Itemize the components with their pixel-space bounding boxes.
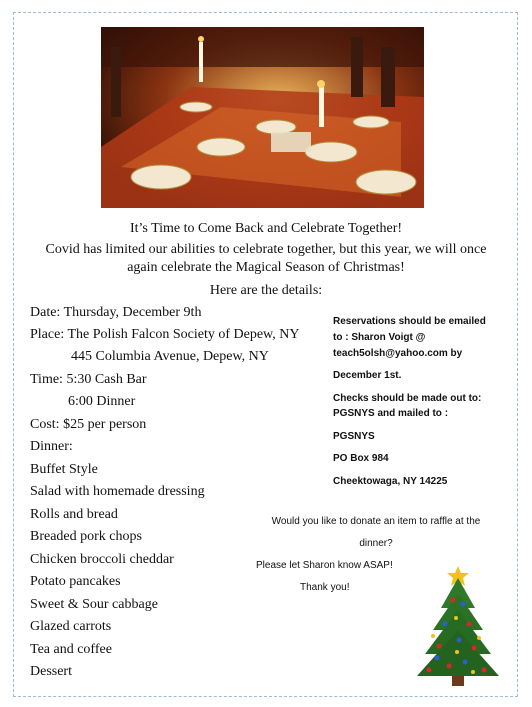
- mailing-city: Cheektowaga, NY 14225: [333, 476, 448, 487]
- event-cost: Cost: $25 per person: [30, 417, 147, 432]
- reservation-line: to : Sharon Voigt @: [333, 332, 426, 343]
- mailing-name: PGSNYS: [333, 431, 375, 442]
- menu-item: Glazed carrots: [30, 619, 112, 634]
- checks-line: PGSNYS and mailed to :: [333, 408, 449, 419]
- details-heading: Here are the details:: [209, 283, 323, 298]
- dinner-label: Dinner:: [30, 439, 73, 454]
- menu-item: Salad with homemade dressing: [30, 484, 205, 499]
- menu-item: Buffet Style: [30, 462, 98, 477]
- event-time-bar: Time: 5:30 Cash Bar: [30, 372, 147, 387]
- raffle-question-end: dinner?: [359, 538, 393, 549]
- reservation-line: Reservations should be emailed: [333, 316, 486, 327]
- event-time-dinner: 6:00 Dinner: [68, 394, 136, 409]
- menu-item: Rolls and bread: [30, 507, 118, 522]
- checks-line: Checks should be made out to:: [333, 393, 482, 404]
- event-heading: It’s Time to Come Back and Celebrate Together!: [129, 221, 403, 236]
- intro-line-1: Covid has limited our abilities to celebrate together, but this year, we will once: [45, 242, 487, 257]
- event-address: 445 Columbia Avenue, Depew, NY: [71, 349, 269, 364]
- reservation-email: teach5olsh@yahoo.com by: [333, 348, 463, 359]
- raffle-request: Please let Sharon know ASAP!: [256, 560, 393, 571]
- raffle-question: Would you like to donate an item to raffle at the: [271, 516, 481, 527]
- intro-line-2: again celebrate the Magical Season of Christmas!: [127, 260, 405, 275]
- dinner-table-photo: [101, 27, 424, 208]
- menu-item: Dessert: [30, 664, 72, 679]
- menu-item: Chicken broccoli cheddar: [30, 552, 174, 567]
- mailing-po-box: PO Box 984: [333, 453, 389, 464]
- menu-item: Potato pancakes: [30, 574, 121, 589]
- thank-you: Thank you!: [300, 582, 350, 593]
- event-date: Date: Thursday, December 9th: [30, 305, 202, 320]
- menu-item: Sweet & Sour cabbage: [30, 597, 158, 612]
- reservation-deadline: December 1st.: [333, 370, 402, 381]
- menu-item: Tea and coffee: [30, 642, 112, 657]
- event-place: Place: The Polish Falcon Society of Depew, NY: [30, 327, 300, 342]
- christmas-tree-icon: [409, 558, 507, 692]
- menu-item: Breaded pork chops: [30, 529, 142, 544]
